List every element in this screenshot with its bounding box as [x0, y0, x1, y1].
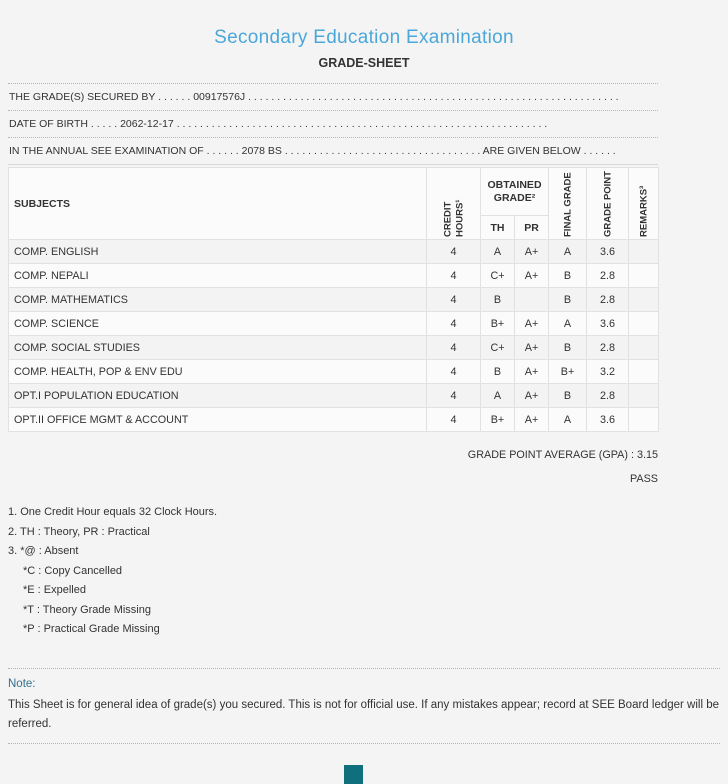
final-grade-cell: B — [549, 384, 587, 408]
remarks-cell — [629, 336, 659, 360]
col-header-subjects: SUBJECTS — [9, 168, 427, 240]
final-grade-cell: A — [549, 240, 587, 264]
grade-table-body — [9, 240, 659, 432]
subject-cell: COMP. HEALTH, POP & ENV EDU — [9, 360, 427, 384]
table-row — [9, 240, 659, 264]
subject-cell: OPT.II OFFICE MGMT & ACCOUNT — [9, 408, 427, 432]
subject-cell: COMP. MATHEMATICS — [9, 288, 427, 312]
grade-point-cell: 2.8 — [587, 288, 629, 312]
examination-line — [8, 138, 658, 164]
dot-leader: . . . . . . . . . . . . . . . . . . . . . . . . . . . . . . . . . . . . . . . . . . . . . . . . . . . . . . . . . . . . . . . . — [176, 118, 548, 130]
th-grade-cell: C+ — [481, 336, 515, 360]
th-grade-cell: A — [481, 240, 515, 264]
col-header-final-grade — [549, 168, 587, 240]
footnotes — [8, 506, 720, 635]
subject-cell: COMP. NEPALI — [9, 264, 427, 288]
credit-cell: 4 — [427, 408, 481, 432]
remarks-rotated-label: REMARKS³ — [637, 185, 649, 237]
final-grade-cell: A — [549, 312, 587, 336]
remarks-cell — [629, 288, 659, 312]
col-header-obtained-grade: OBTAINED GRADE² — [481, 168, 549, 216]
pr-grade-cell: A+ — [515, 264, 549, 288]
footnote-line: 1. One Credit Hour equals 32 Clock Hours. — [8, 506, 218, 518]
col-header-remarks — [629, 168, 659, 240]
secured-by-value: 00917576J — [193, 91, 246, 103]
grade-point-cell: 3.6 — [587, 240, 629, 264]
footnote-line: *E : Expelled — [23, 584, 86, 596]
subject-cell: OPT.I POPULATION EDUCATION — [9, 384, 427, 408]
th-grade-cell: C+ — [481, 264, 515, 288]
table-row — [9, 336, 659, 360]
remarks-cell — [629, 408, 659, 432]
table-row — [9, 360, 659, 384]
examination-label: IN THE ANNUAL SEE EXAMINATION OF — [9, 145, 204, 157]
col-header-grade-point — [587, 168, 629, 240]
dot-leader: . . . . . . . . . . . . . . . . . . . . . . . . . . . . . . . . . . — [284, 145, 481, 157]
final-grade-cell: B — [549, 336, 587, 360]
remarks-cell — [629, 312, 659, 336]
final-grade-cell: B — [549, 288, 587, 312]
th-grade-cell: B — [481, 360, 515, 384]
page-title: Secondary Education Examination — [214, 27, 514, 48]
credit-cell: 4 — [427, 360, 481, 384]
date-of-birth-label: DATE OF BIRTH — [9, 118, 88, 130]
remarks-cell — [629, 360, 659, 384]
grade-point-cell: 2.8 — [587, 264, 629, 288]
table-row — [9, 408, 659, 432]
date-of-birth-line — [8, 111, 658, 137]
table-row — [9, 384, 659, 408]
th-grade-cell: B+ — [481, 408, 515, 432]
secured-by-label: THE GRADE(S) SECURED BY — [9, 91, 156, 103]
subject-cell: COMP. SOCIAL STUDIES — [9, 336, 427, 360]
final-grade-rotated-label: FINAL GRADE — [561, 171, 573, 237]
grade-point-cell: 3.6 — [587, 408, 629, 432]
pr-grade-cell — [515, 288, 549, 312]
final-grade-cell: A — [549, 408, 587, 432]
grade-point-cell: 3.2 — [587, 360, 629, 384]
footnote-line: *T : Theory Grade Missing — [23, 603, 151, 616]
credit-cell: 4 — [427, 336, 481, 360]
dotted-separator — [8, 668, 720, 669]
subject-cell: COMP. ENGLISH — [9, 240, 427, 264]
th-grade-cell: B+ — [481, 312, 515, 336]
credit-cell: 4 — [427, 384, 481, 408]
credit-cell: 4 — [427, 312, 481, 336]
result-status: PASS — [629, 473, 658, 485]
final-grade-cell: B+ — [549, 360, 587, 384]
remarks-cell — [629, 384, 659, 408]
pr-grade-cell: A+ — [515, 408, 549, 432]
table-row — [9, 264, 659, 288]
final-grade-cell: B — [549, 264, 587, 288]
note-text: This Sheet is for general idea of grade(s) you secured. This is not for official use. If any mistakes appear; record at SEE Board ledger will be referred. — [8, 699, 720, 730]
col-header-th: TH — [481, 216, 515, 240]
grade-sheet-page — [0, 27, 728, 744]
table-row — [9, 288, 659, 312]
credit-cell: 4 — [427, 240, 481, 264]
grade-point-cell: 3.6 — [587, 312, 629, 336]
table-row — [9, 312, 659, 336]
pr-grade-cell: A+ — [515, 240, 549, 264]
solid-separator — [8, 164, 658, 165]
col-header-credit-hours — [427, 168, 481, 240]
col-header-pr: PR — [515, 216, 549, 240]
subject-cell: COMP. SCIENCE — [9, 312, 427, 336]
dot-leader: . . . . . . — [583, 145, 616, 157]
remarks-cell — [629, 264, 659, 288]
pr-grade-cell: A+ — [515, 312, 549, 336]
date-of-birth-value: 2062-12-17 — [120, 118, 174, 130]
grade-table — [8, 167, 659, 432]
dotted-separator — [8, 743, 720, 744]
footnote-line: *P : Practical Grade Missing — [23, 623, 160, 635]
dot-leader: . . . . . . . . . . . . . . . . . . . . . . . . . . . . . . . . . . . . . . . . . . . . . . . . . . . . . . . . . . . . . . . . — [248, 91, 619, 103]
footnote-line: *C : Copy Cancelled — [23, 564, 123, 577]
credit-cell: 4 — [427, 264, 481, 288]
th-grade-cell: B — [481, 288, 515, 312]
examination-year-value: 2078 BS — [241, 145, 282, 157]
footnote-line: 2. TH : Theory, PR : Practical — [8, 525, 150, 538]
dot-leader: . . . . . . — [206, 145, 239, 157]
dot-leader: . . . . . — [90, 118, 118, 130]
footnote-line: 3. *@ : Absent — [8, 545, 79, 557]
grade-point-cell: 2.8 — [587, 384, 629, 408]
examination-tail-label: ARE GIVEN BELOW — [482, 145, 581, 157]
pr-grade-cell: A+ — [515, 384, 549, 408]
page-subtitle: GRADE-SHEET — [318, 56, 410, 70]
grade-table-header — [9, 168, 659, 240]
grade-sheet-body — [8, 83, 658, 485]
footer-button[interactable] — [344, 765, 363, 784]
secured-by-line — [8, 84, 658, 110]
remarks-cell — [629, 240, 659, 264]
pr-grade-cell: A+ — [515, 336, 549, 360]
credit-cell: 4 — [427, 288, 481, 312]
grade-point-rotated-label: GRADE POINT — [601, 170, 613, 237]
note-label: Note: — [8, 678, 36, 690]
th-grade-cell: A — [481, 384, 515, 408]
pr-grade-cell: A+ — [515, 360, 549, 384]
gpa-line: GRADE POINT AVERAGE (GPA) : 3.15 — [467, 449, 658, 461]
dot-leader: . . . . . . — [158, 91, 191, 103]
credit-hours-rotated-label: CREDIT HOURS¹ — [442, 199, 465, 237]
grade-point-cell: 2.8 — [587, 336, 629, 360]
